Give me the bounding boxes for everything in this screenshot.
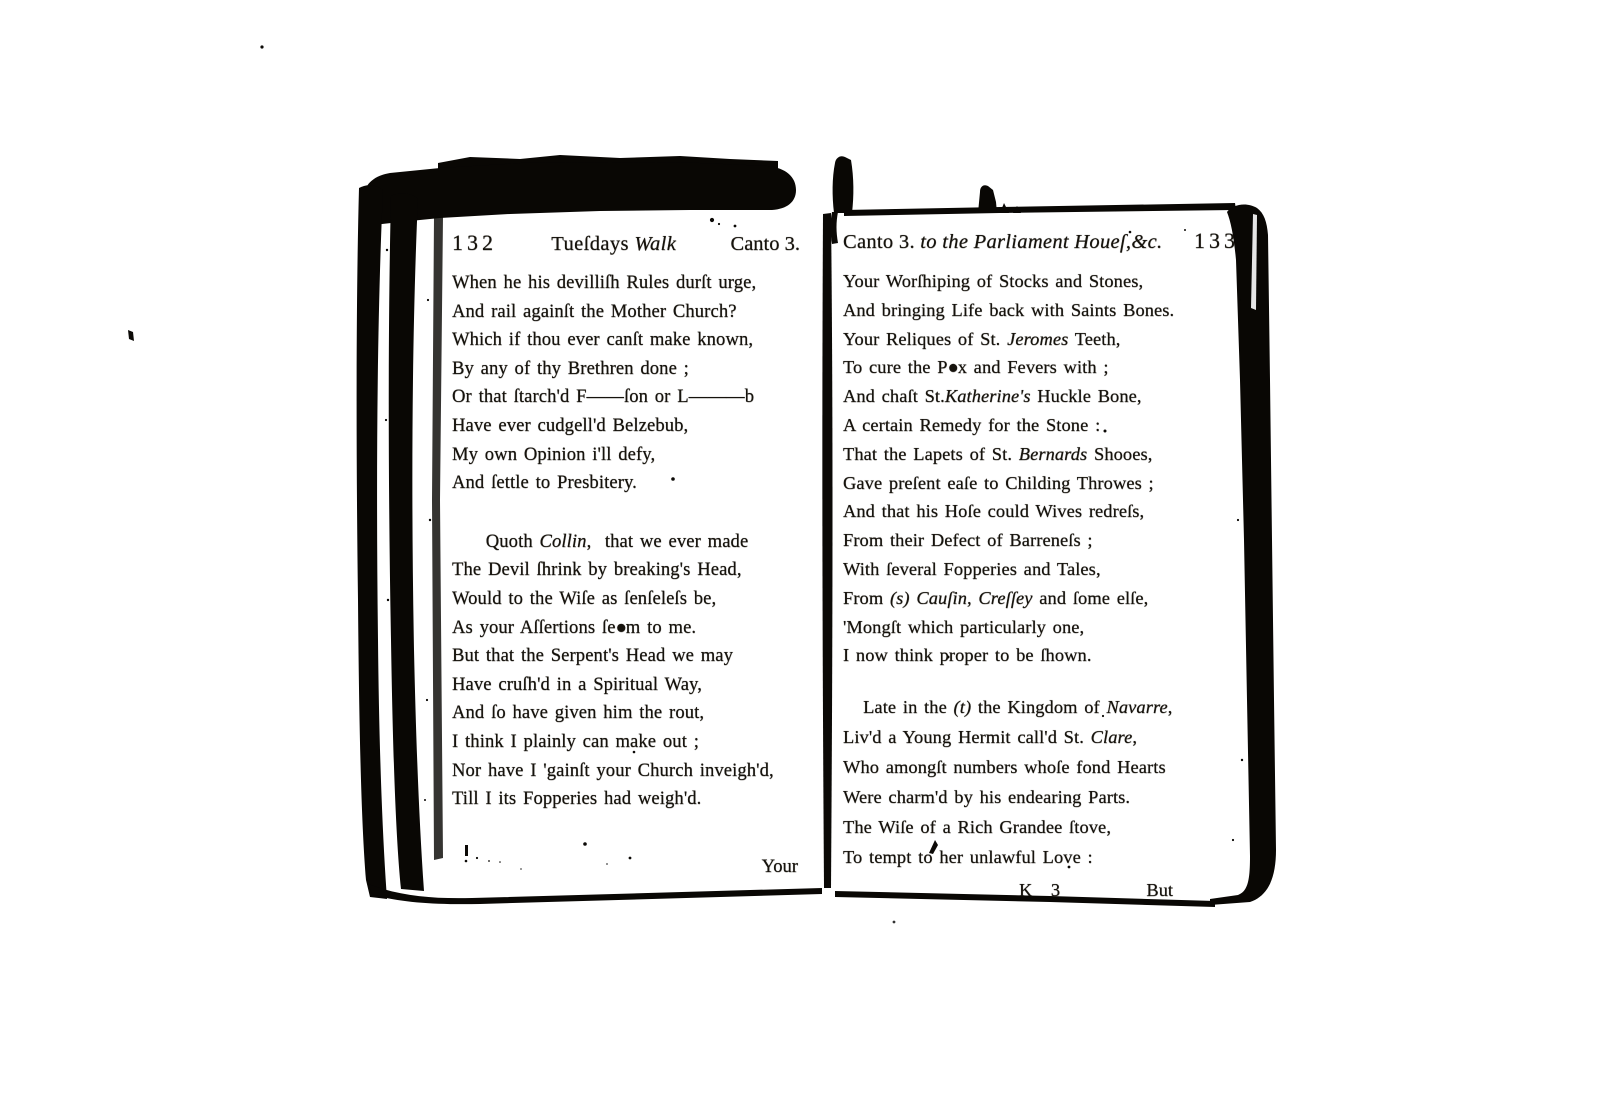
text-segment: Your Worſhiping of Stocks and Stones, (843, 271, 1144, 291)
italic-text: Katherine's (944, 386, 1031, 407)
italic-text: Bernards (1018, 443, 1088, 464)
text-segment: The Devil ſhrink by breaking's Head, (452, 559, 742, 581)
poem-line (452, 269, 800, 298)
text-segment: I think I plainly can make out ; (452, 730, 699, 752)
left-stanza-2 (452, 528, 800, 814)
text-segment: , (1132, 727, 1138, 748)
poem-line (843, 411, 1239, 440)
text-segment: And that his Hoſe could Wives redreſs, (843, 501, 1145, 522)
text-segment: That the Lapets of St. (843, 443, 1019, 464)
left-stanza-1 (452, 269, 800, 498)
text-segment: Shooes, (1087, 443, 1153, 464)
running-title-left (551, 233, 676, 256)
poem-line (843, 842, 1239, 872)
text-segment: And ſo have given him the rout, (452, 702, 705, 724)
poem-line (843, 325, 1239, 354)
left-page (452, 230, 800, 878)
poem-line (452, 671, 800, 700)
poem-line (452, 469, 800, 498)
italic-text: Navarre (1106, 697, 1168, 718)
text-segment: Your Reliques of St. (843, 328, 1008, 349)
text-segment: 'Mongſt which particularly one, (843, 616, 1085, 637)
text-segment: Which if thou ever canſt make known, (452, 329, 754, 351)
text-segment: Tueſdays (551, 233, 635, 255)
poem-line (452, 528, 800, 557)
poem-line (843, 782, 1239, 812)
poem-line (452, 383, 800, 412)
text-segment: , that we ever made (586, 530, 749, 552)
text-segment: To cure the P (843, 357, 948, 378)
text-segment: , (1167, 697, 1173, 718)
text-segment: My own Opinion i'll defy, (452, 443, 656, 465)
text-segment: Who amongſt numbers whoſe fond Hearts (843, 757, 1166, 778)
right-stanza-2 (843, 692, 1239, 872)
book-spine-edge (822, 212, 838, 888)
text-segment: Huckle Bone, (1030, 386, 1142, 407)
text-segment: When he his devilliſh Rules durſt urge, (452, 272, 757, 293)
text-segment: The Wiſe of a Rich Grandee ſtove, (843, 817, 1112, 838)
text-segment: and ſome elſe, (1032, 587, 1149, 608)
text-segment: With ſeveral Fopperies and Tales, (843, 558, 1101, 579)
poem-line (452, 785, 800, 814)
text-segment: x and Fevers with ; (957, 357, 1109, 378)
text-segment: And rail againſt the Mother Church? (452, 300, 737, 322)
right-page-header (843, 228, 1239, 260)
poem-line (843, 440, 1239, 469)
text-segment: Till I its Fopperies had weigh'd. (452, 788, 702, 810)
poem-line (843, 722, 1239, 752)
poem-line (843, 497, 1239, 526)
text-segment: From their Defect of Barreneſs ; (843, 530, 1093, 551)
text-segment: And ſettle to Presbitery. (452, 472, 637, 494)
text-segment: Gave preſent eaſe to Childing Throwes ; (843, 472, 1154, 493)
canto-label-left: Canto 3. (730, 233, 800, 255)
poem-line (843, 613, 1239, 642)
italic-text: Clare (1090, 727, 1133, 748)
poem-line (452, 642, 800, 671)
italic-text: Walk (634, 233, 677, 255)
poem-line (452, 728, 800, 757)
text-segment: Late in the (843, 697, 954, 718)
text-segment: From (843, 587, 890, 608)
poem-line (843, 267, 1239, 296)
poem-line (452, 412, 800, 441)
text-segment: As your Aſſertions ſe (452, 616, 616, 638)
ink-blot: ● (947, 357, 958, 378)
text-segment: Canto 3. (843, 231, 921, 253)
poem-line (843, 692, 1239, 722)
text-segment: And chaſt St. (843, 386, 945, 407)
ink-blot: ● (615, 616, 626, 638)
poem-line (452, 326, 800, 355)
text-segment: I now think proper to be ſhown. (843, 645, 1092, 666)
poem-line (452, 556, 800, 585)
poem-line (843, 555, 1239, 584)
text-segment: Have cruſh'd in a Spiritual Way, (452, 673, 702, 695)
text-segment: By any of thy Brethren done ; (452, 357, 689, 379)
italic-text: to the Parliament Houeſ,&c. (920, 231, 1163, 253)
text-segment: Have ever cudgell'd Belzebub, (452, 414, 689, 436)
poem-line (843, 584, 1239, 613)
poem-line (452, 585, 800, 614)
poem-line (843, 812, 1239, 842)
text-segment: Were charm'd by his endearing Parts. (843, 787, 1131, 808)
poem-line (452, 699, 800, 728)
text-segment: Nor have I 'gainſt your Church inveigh'd, (452, 759, 774, 781)
page-number-right: 133 (1194, 228, 1239, 253)
poem-line (843, 353, 1239, 382)
signature-mark: K 3 (1019, 880, 1068, 901)
running-title-right (843, 231, 1162, 254)
right-stanza-1 (843, 267, 1239, 670)
right-page-footer (843, 880, 1239, 908)
poem-line (452, 441, 800, 470)
text-segment: m to me. (625, 616, 697, 638)
page-number-left: 132 (452, 230, 497, 255)
poem-line (843, 296, 1239, 325)
poem-line (452, 757, 800, 786)
text-segment: But that the Serpent's Head we may (452, 645, 734, 667)
text-segment: Would to the Wiſe as ſenſeleſs be, (452, 587, 717, 609)
text-segment: Teeth, (1068, 328, 1121, 349)
poem-line (452, 355, 800, 384)
text-segment: Liv'd a Young Hermit call'd St. (843, 727, 1091, 748)
poem-line (843, 382, 1239, 411)
text-segment: Or that ſtarch'd F——ſon or L———b (452, 386, 755, 408)
text-segment: Quoth (452, 530, 540, 552)
poem-line (843, 526, 1239, 555)
poem-line (843, 752, 1239, 782)
catchword-left: Your (761, 855, 798, 877)
italic-text: Jeromes (1007, 328, 1069, 349)
poem-line (452, 298, 800, 327)
italic-text: (s) Cauſin, Creſſey (889, 587, 1033, 608)
poem-line (843, 641, 1239, 670)
text-segment: A certain Remedy for the Stone : (843, 414, 1101, 435)
text-segment: And bringing Life back with Saints Bones. (843, 299, 1175, 320)
poem-line (452, 614, 800, 643)
right-page (843, 228, 1239, 908)
italic-text: Collin (539, 530, 587, 552)
catchword-right: But (1146, 880, 1173, 901)
italic-text: (t) (953, 697, 972, 718)
left-page-header (452, 230, 800, 262)
text-segment: the Kingdom of (971, 697, 1107, 718)
poem-line (843, 469, 1239, 498)
text-segment: To tempt to her unlawful Love : (843, 847, 1093, 868)
